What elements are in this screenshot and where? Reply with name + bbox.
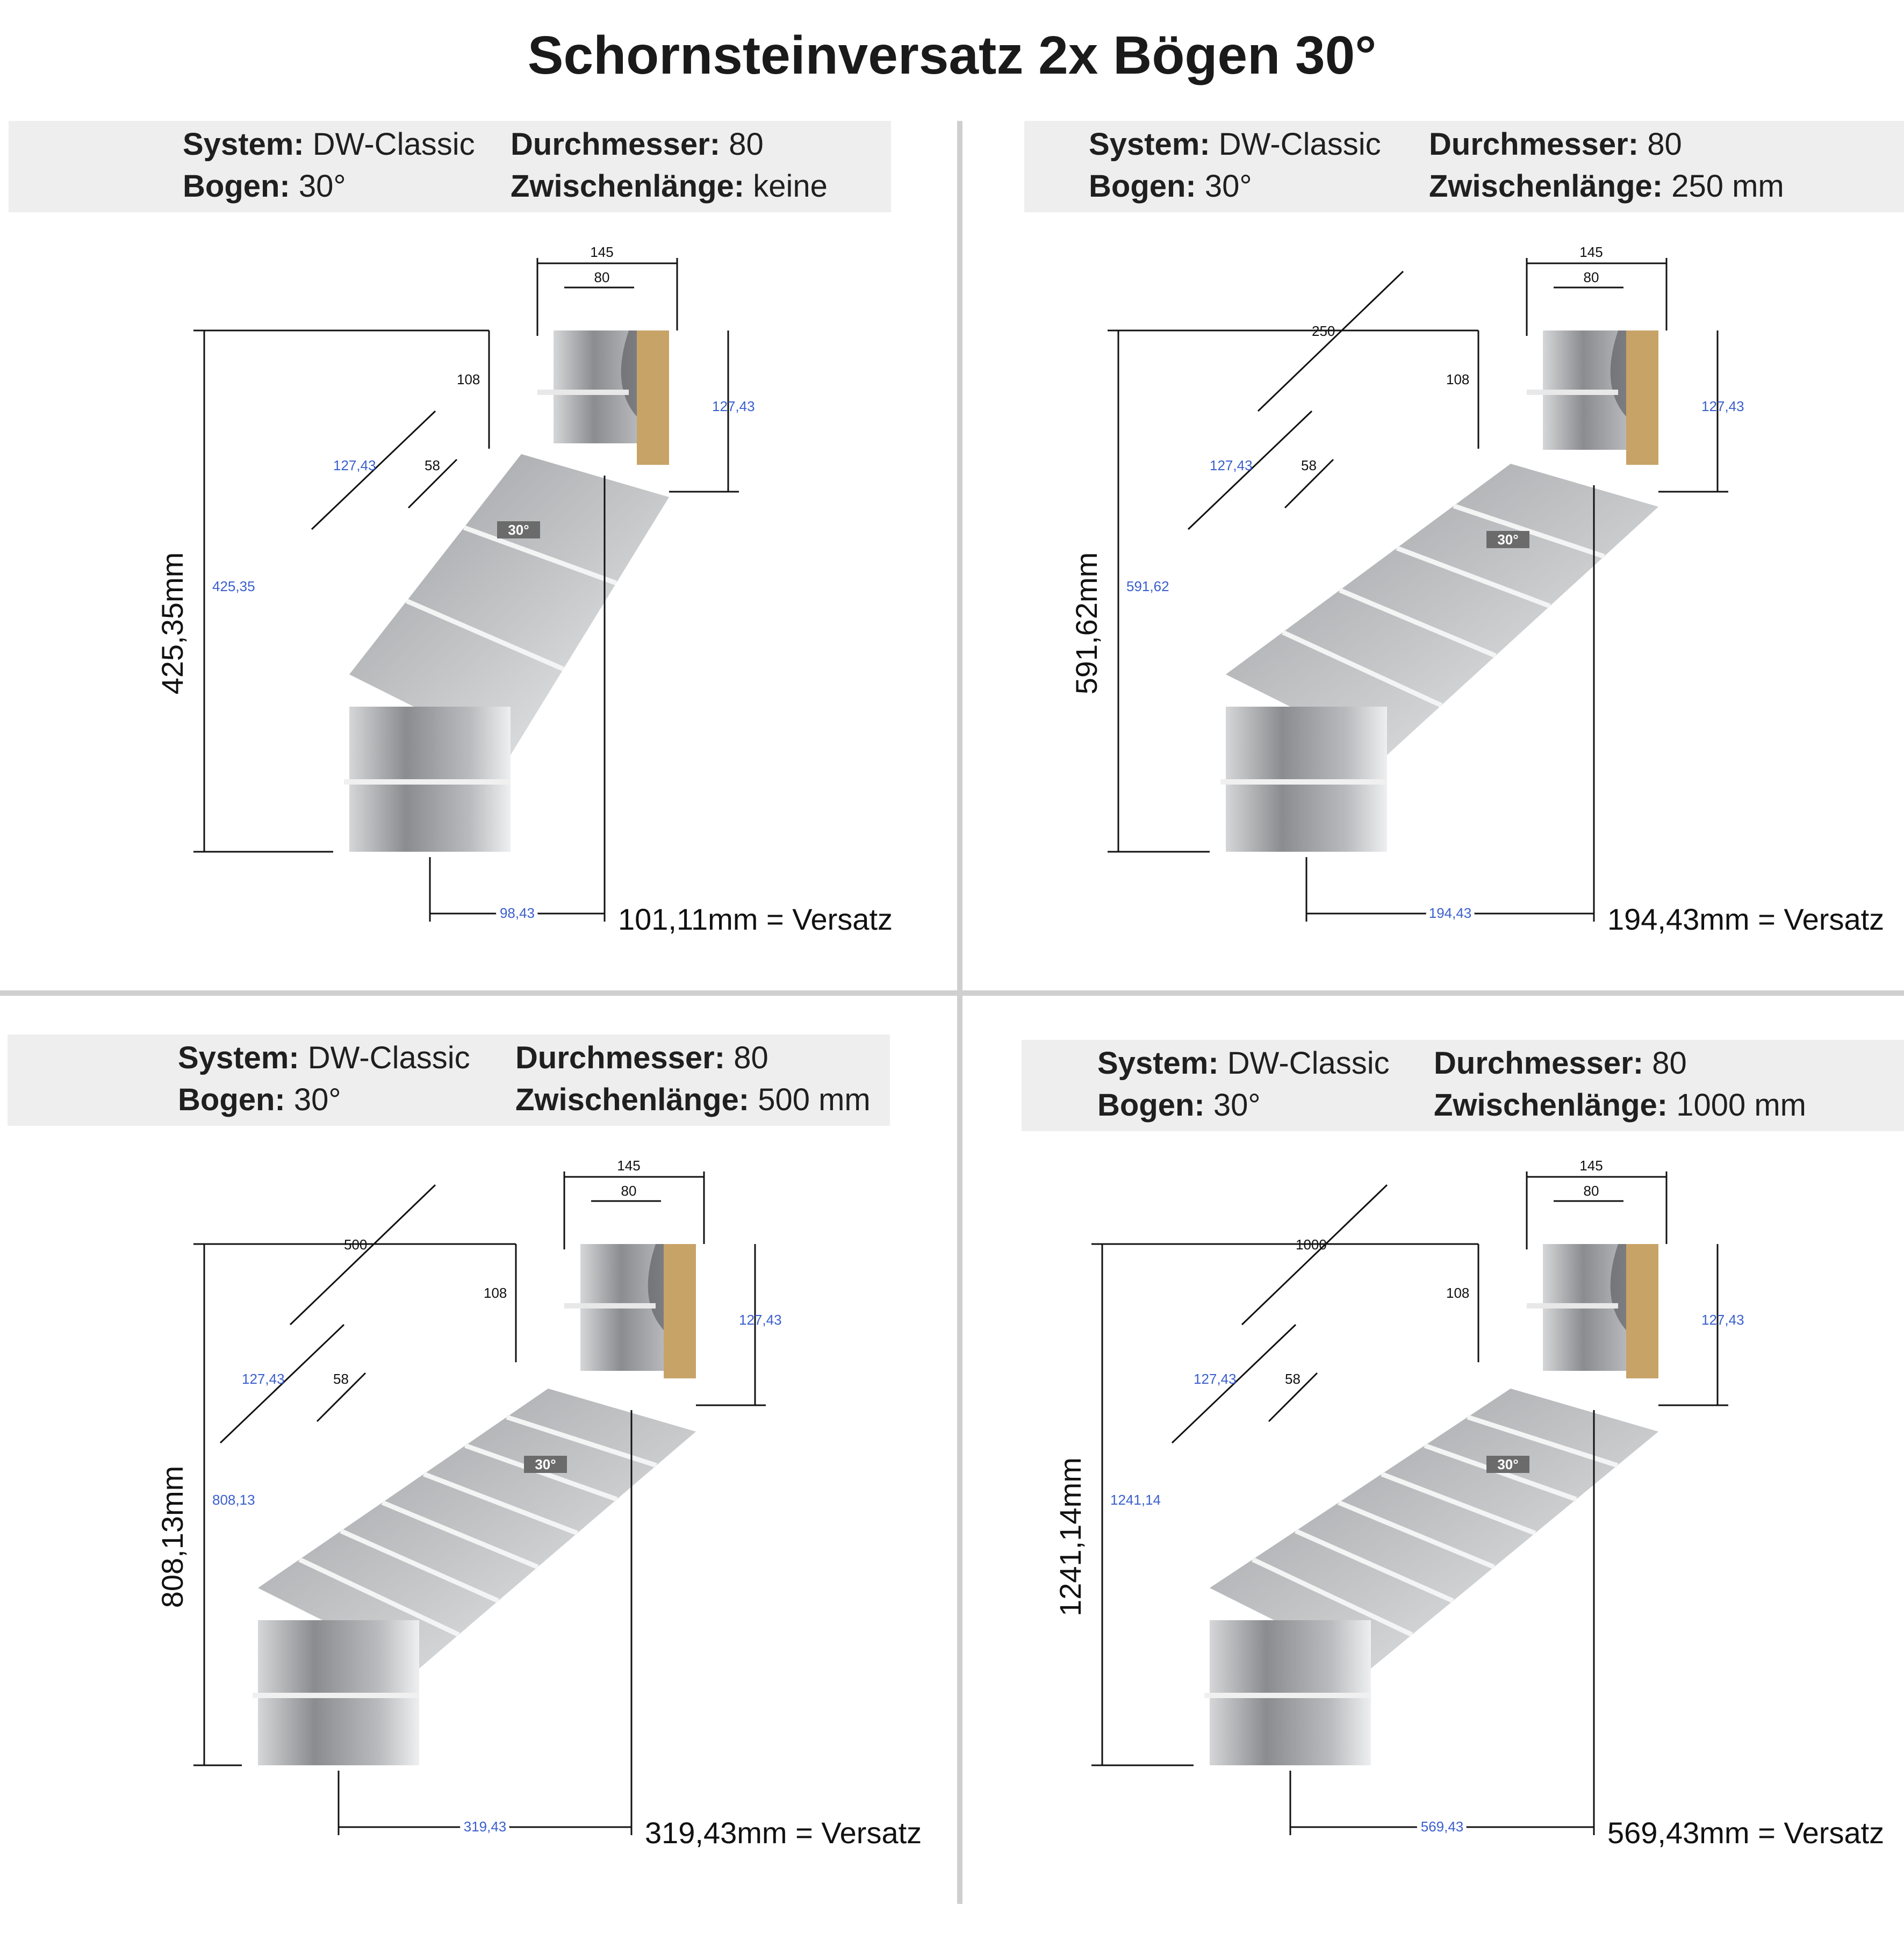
versatz-label: 101,11mm = Versatz (618, 902, 893, 936)
spec-system-value: DW-Classic (312, 127, 475, 162)
dim-127-left-label: 127,43 (1210, 457, 1253, 473)
angle-badge (1486, 531, 1529, 548)
offset-panel-1 (0, 121, 951, 1034)
dim-length-label: 250 (1312, 323, 1335, 339)
dim-length-line (1258, 271, 1403, 411)
spec-bogen-value: 30° (1213, 1088, 1261, 1123)
spec-durchmesser-value: 80 (1652, 1046, 1687, 1081)
dim-145-label: 145 (590, 244, 614, 260)
spec-system-value: DW-Classic (307, 1040, 470, 1075)
offset-diagram (0, 121, 951, 1034)
spec-bogen-value: 30° (1204, 169, 1252, 204)
chimney-pipe (1204, 1244, 1658, 1765)
spec-durchmesser-label: Durchmesser: (1434, 1046, 1644, 1081)
dim-145-label: 145 (617, 1158, 641, 1174)
spec-durchmesser-label: Durchmesser: (511, 127, 721, 162)
height-big-label: 425,35mm (155, 552, 189, 695)
spec-durchmesser-value: 80 (734, 1040, 768, 1075)
spec-bogen-label: Bogen: (1089, 169, 1196, 204)
dim-127-right-label: 127,43 (1701, 1312, 1744, 1328)
offset-blue-label: 319,43 (463, 1818, 507, 1835)
dim-length-line (290, 1185, 435, 1325)
angle-value: 30° (535, 1456, 556, 1472)
dim-127-right-label: 127,43 (1701, 398, 1744, 414)
spec-bogen-label: Bogen: (183, 169, 290, 204)
insulation-layer (664, 1244, 696, 1378)
spec-zwischenlaenge-label: Zwischenlänge: (1429, 169, 1663, 204)
spec-zwischenlaenge-value: 500 mm (758, 1082, 871, 1117)
spec-system-label: System: (183, 127, 304, 162)
insulation-layer (1626, 330, 1658, 465)
dim-127-left-label: 127,43 (1194, 1371, 1237, 1387)
spec-bogen-value: 30° (298, 169, 346, 204)
offset-blue-label: 194,43 (1428, 905, 1472, 921)
spec-zwischenlaenge-label: Zwischenlänge: (511, 169, 745, 204)
spec-durchmesser-label: Durchmesser: (1429, 127, 1639, 162)
angle-value: 30° (1497, 1456, 1519, 1472)
spec-system-label: System: (1089, 127, 1210, 162)
spec-zwischenlaenge-label: Zwischenlänge: (515, 1082, 750, 1117)
height-big-label: 591,62mm (1069, 552, 1103, 695)
dim-108-label: 108 (484, 1285, 507, 1301)
dim-80-label: 80 (621, 1183, 637, 1199)
offset-panel-3 (0, 1034, 951, 1948)
offset-diagram (962, 121, 1904, 1034)
offset-diagram (0, 1034, 951, 1948)
offset-blue-label: 569,43 (1420, 1818, 1464, 1835)
offset-panel-2 (962, 121, 1904, 1034)
offset-panel-4 (962, 1034, 1904, 1948)
height-blue-label: 425,35 (212, 578, 255, 594)
spec-system-label: System: (1097, 1046, 1219, 1081)
dim-145-label: 145 (1579, 244, 1603, 260)
dim-127-left-label: 127,43 (242, 1371, 285, 1387)
height-big-label: 808,13mm (155, 1465, 189, 1608)
dim-length-line (1242, 1185, 1387, 1325)
spec-zwischenlaenge-value: keine (753, 169, 828, 204)
dim-80-label: 80 (1583, 1183, 1599, 1199)
dim-80-label: 80 (594, 269, 610, 285)
spec-bogen-label: Bogen: (178, 1082, 285, 1117)
offset-diagram (962, 1034, 1904, 1948)
spec-zwischenlaenge-value: 250 mm (1671, 169, 1784, 204)
page-title: Schornsteinversatz 2x Bögen 30° (527, 25, 1377, 85)
spec-durchmesser-value: 80 (729, 127, 764, 162)
dim-145-label: 145 (1579, 1158, 1603, 1174)
offset-blue-label: 98,43 (499, 905, 535, 921)
angle-value: 30° (508, 522, 529, 538)
dim-58-label: 58 (1285, 1371, 1301, 1387)
angle-value: 30° (1497, 531, 1519, 548)
dim-108-label: 108 (1446, 1285, 1470, 1301)
height-blue-label: 591,62 (1126, 578, 1169, 594)
spec-system-label: System: (178, 1040, 299, 1075)
dim-108-label: 108 (457, 371, 480, 387)
spec-system-value: DW-Classic (1227, 1046, 1390, 1081)
insulation-layer (637, 330, 669, 465)
spec-system-value: DW-Classic (1218, 127, 1381, 162)
versatz-label: 194,43mm = Versatz (1607, 902, 1885, 936)
insulation-layer (1626, 1244, 1658, 1378)
spec-bogen-value: 30° (293, 1082, 341, 1117)
height-blue-label: 808,13 (212, 1492, 255, 1508)
dim-length-label: 1000 (1296, 1237, 1327, 1253)
dim-58-label: 58 (425, 457, 440, 473)
dim-127-left-label: 127,43 (333, 457, 376, 473)
angle-badge (497, 521, 540, 538)
dim-58-label: 58 (333, 1371, 349, 1387)
chimney-pipe (253, 1244, 696, 1765)
dim-127-right-label: 127,43 (739, 1312, 782, 1328)
height-big-label: 1241,14mm (1053, 1457, 1087, 1616)
dim-58-label: 58 (1301, 457, 1317, 473)
spec-zwischenlaenge-value: 1000 mm (1676, 1088, 1806, 1123)
dim-108-label: 108 (1446, 371, 1470, 387)
chimney-pipe (344, 330, 669, 852)
spec-durchmesser-value: 80 (1647, 127, 1682, 162)
dim-80-label: 80 (1583, 269, 1599, 285)
versatz-label: 569,43mm = Versatz (1607, 1816, 1885, 1850)
dim-length-label: 500 (344, 1237, 368, 1253)
chimney-pipe (1220, 330, 1658, 852)
versatz-label: 319,43mm = Versatz (645, 1816, 922, 1850)
spec-zwischenlaenge-label: Zwischenlänge: (1434, 1088, 1668, 1123)
spec-durchmesser-label: Durchmesser: (515, 1040, 725, 1075)
angle-badge (524, 1456, 567, 1473)
vertical-divider (957, 121, 962, 1904)
dim-127-right-label: 127,43 (712, 398, 755, 414)
spec-bogen-label: Bogen: (1097, 1088, 1205, 1123)
height-blue-label: 1241,14 (1110, 1492, 1161, 1508)
angle-badge (1486, 1456, 1529, 1473)
